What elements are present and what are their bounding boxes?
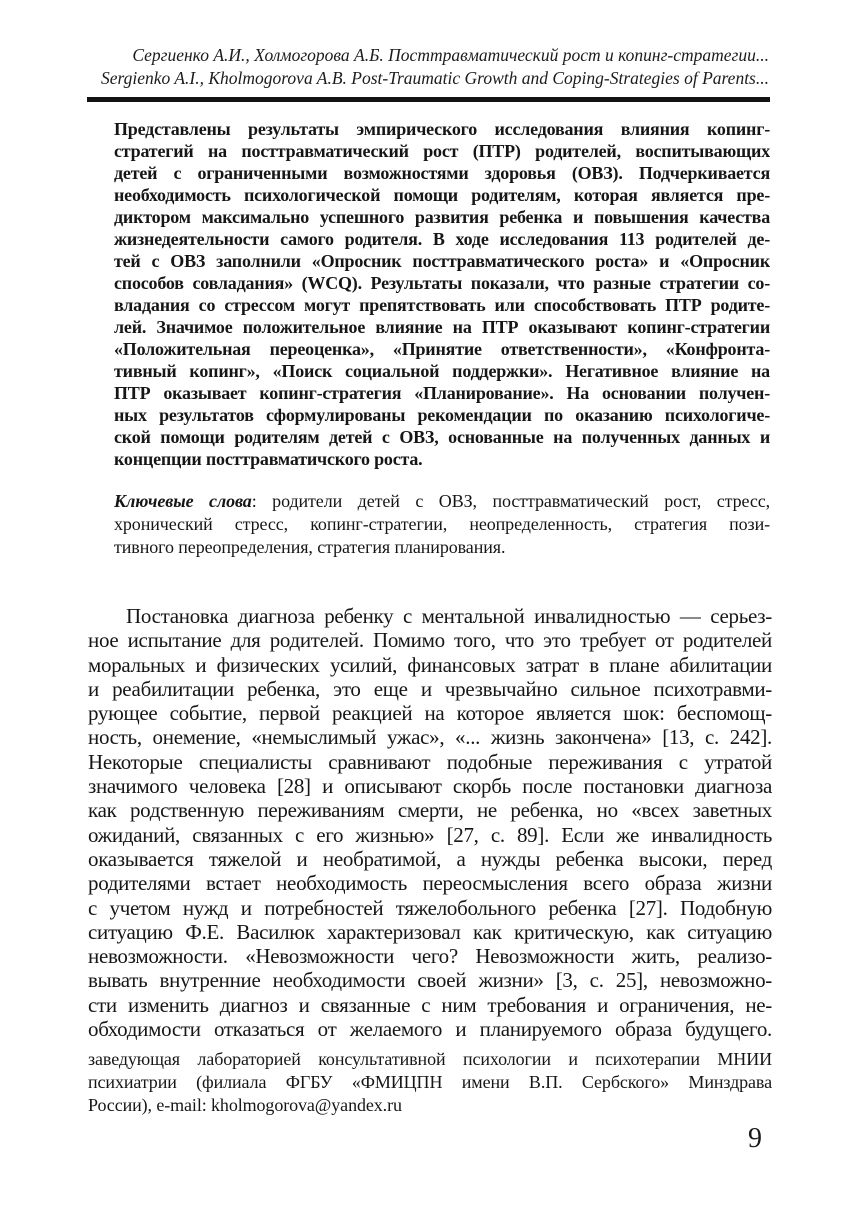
keywords-paragraph: [114, 490, 770, 559]
page-number: 9: [748, 1123, 762, 1154]
body-line: вывать внутренние необходимости своей жизни» [3, с. 25], невозможно-: [88, 968, 772, 993]
body-line: ное испытание для родителей. Помимо того, что это требует от родителей: [88, 628, 772, 653]
abstract-line: детей с ограниченными возможностями здоровья (ОВЗ). Подчеркивается: [114, 163, 770, 183]
abstract-line: Представлены результаты эмпирического исследования влияния копинг-: [114, 119, 770, 139]
running-head-en: Sergienko A.I., Kholmogorova A.B. Post-Traumatic Growth and Coping-Strategies of Parents...: [100, 68, 769, 88]
body-line: Некоторые специалисты сравнивают подобные переживания с утратой: [88, 749, 772, 774]
keywords-line: [114, 490, 770, 513]
footnote: [88, 1048, 772, 1117]
body-line: моральных и физических усилий, финансовых затрат в плане абилитации: [88, 652, 772, 677]
abstract-line: владания со стрессом могут препятствовать или способствовать ПТР родите-: [114, 295, 770, 315]
abstract-line: тей с ОВЗ заполнили «Опросник посттравматического роста» и «Опросник: [114, 251, 770, 271]
body-line: значимого человека [28] и описывают скорбь после постановки диагноза: [88, 774, 772, 799]
header-divider-rule: [87, 97, 770, 102]
keywords-text: : родители детей с ОВЗ, посттравматический рост, стресс,: [251, 491, 770, 511]
abstract-line: необходимость психологической помощи родителям, которая является пре-: [114, 185, 770, 205]
body-line: как родственную переживаниям смерти, не ребенка, но «всех заветных: [88, 798, 772, 823]
body-line: обходимости отказаться от желаемого и планируемого образа будущего.: [88, 1017, 772, 1042]
footnote-line: заведующая лабораторией консультативной психологии и психотерапии МНИИ: [88, 1049, 772, 1069]
abstract-line: концепции посттравматичского роста.: [114, 449, 423, 469]
abstract-line: диктором максимально успешного развития ребенка и повышения качества: [114, 207, 770, 227]
keywords-line: хронический стресс, копинг-стратегии, неопределенность, стратегия пози-: [114, 514, 770, 534]
body-line: оказывается тяжелой и необратимой, а нужды ребенка высоки, перед: [88, 846, 772, 871]
body-line: сти изменить диагноз и связанные с ним требования и ограничения, не-: [88, 992, 772, 1017]
keywords-label: Ключевые слова: [114, 491, 252, 511]
body-line: родителями встает необходимость переосмысления всего образа жизни: [88, 871, 772, 896]
footnote-line: России), e-mail: kholmogorova@yandex.ru: [88, 1095, 402, 1115]
abstract-line: «Положительная переоценка», «Принятие ответственности», «Конфронта-: [114, 339, 770, 359]
running-head: [88, 44, 769, 90]
body-line: Постановка диагноза ребенку с ментальной инвалидностью — серьез-: [126, 604, 772, 628]
abstract-line: жизнедеятельности самого родителя. В ходе исследования 113 родителей де-: [114, 229, 770, 249]
footnote-line: психиатрии (филиала ФГБУ «ФМИЦПН имени В.П. Сербского» Минздрава: [88, 1072, 772, 1092]
abstract-line: ской помощи родителям детей с ОВЗ, основанные на полученных данных и: [114, 427, 770, 447]
abstract-line: ПТР оказывает копинг-стратегия «Планирование». На основании получен-: [114, 383, 770, 403]
body-paragraph: [88, 604, 772, 1041]
body-line: рующее событие, первой реакцией на которое является шок: беспомощ-: [88, 701, 772, 726]
body-line: ность, онемение, «немыслимый ужас», «... жизнь закончена» [13, с. 242].: [88, 725, 772, 750]
abstract-line: тивный копинг», «Поиск социальной поддержки». Негативное влияние на: [114, 361, 770, 381]
abstract-line: лей. Значимое положительное влияние на ПТР оказывают копинг-стратегии: [114, 317, 770, 337]
body-line: и реабилитации ребенка, это еще и чрезвычайно сильное психотравми-: [88, 676, 772, 701]
abstract-line: ных результатов сформулированы рекомендации по оказанию психологиче-: [114, 405, 770, 425]
body-line: с учетом нужд и потребностей тяжелобольного ребенка [27]. Подобную: [88, 895, 772, 920]
keywords-line: тивного переопределения, стратегия планирования.: [114, 537, 506, 557]
body-line: ожиданий, связанных с его жизнью» [27, с. 89]. Если же инвалидность: [88, 822, 772, 847]
abstract-paragraph: [114, 118, 770, 470]
body-line: ситуацию Ф.Е. Василюк характеризовал как критическую, как ситуацию: [88, 919, 772, 944]
abstract-line: стратегий на посттравматический рост (ПТР) родителей, воспитывающих: [114, 141, 770, 161]
running-head-ru: Сергиенко А.И., Холмогорова А.Б. Посттравматический рост и копинг-стратегии...: [132, 45, 769, 65]
abstract-line: способов совладания» (WCQ). Результаты показали, что разные стратегии со-: [114, 273, 770, 293]
body-line: невозможности. «Невозможности чего? Невозможности жить, реализо-: [88, 944, 772, 969]
